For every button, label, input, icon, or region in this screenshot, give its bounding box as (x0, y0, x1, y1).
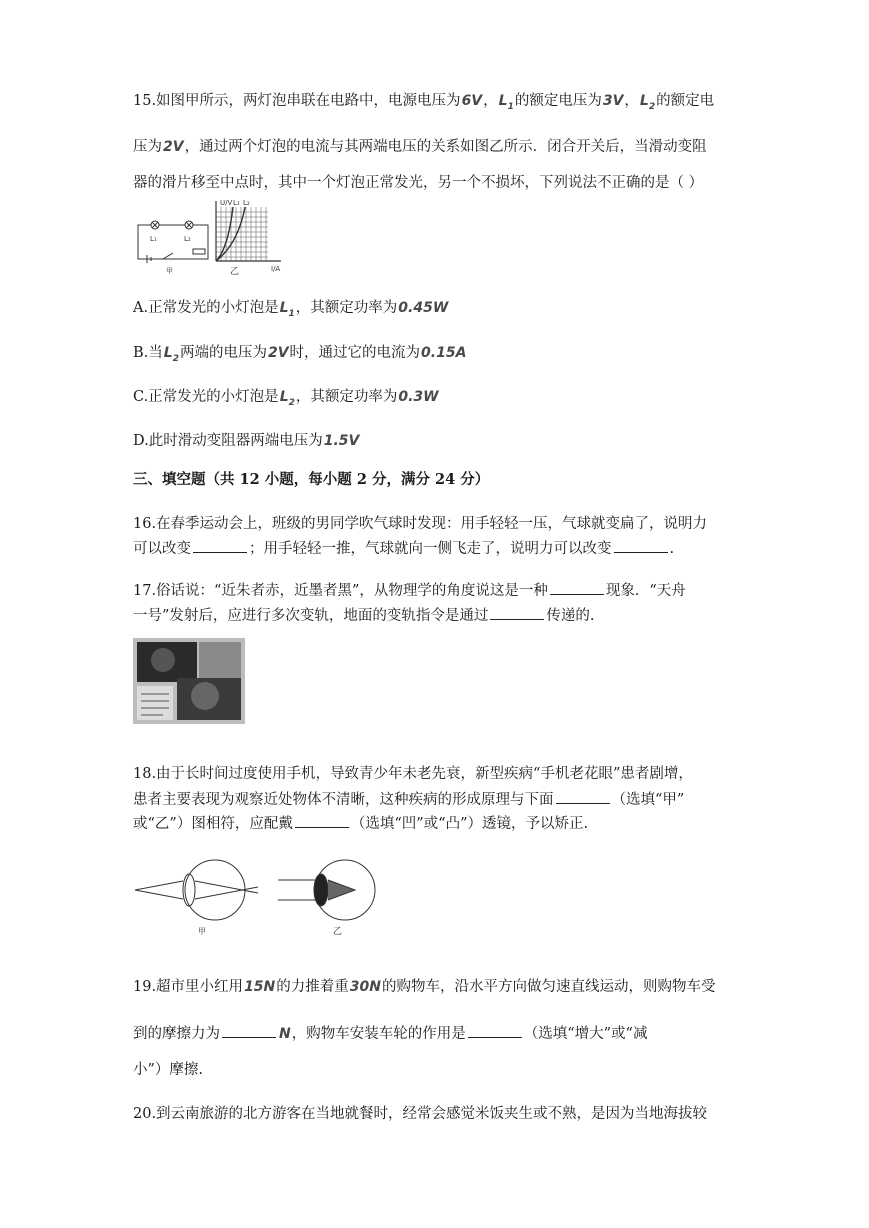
q15-line-2: 压为2V，通过两个灯泡的电流与其两端电压的关系如图乙所示．闭合开关后，当滑动变阻 (133, 139, 707, 155)
section-3-heading: 三、填空题（共 12 小题，每小题 2 分，满分 24 分） (133, 471, 490, 488)
q17-line-1: 17.俗话说：“近朱者赤，近墨者黑”，从物理学的角度说这是一种 现象．“天舟 (133, 580, 686, 601)
answer-blank (468, 1023, 522, 1038)
answer-blank (614, 538, 668, 553)
q15-option-a: A.正常发光的小灯泡是$L_1$，其额定功率为0.45W (133, 300, 449, 319)
answer-blank (193, 538, 247, 553)
svg-text:乙: 乙 (333, 927, 343, 937)
svg-text:甲: 甲 (198, 927, 206, 936)
q16-line-2: 可以改变 ；用手轻轻一推，气球就向一侧飞走了，说明力可以改变 . (133, 538, 674, 559)
svg-text:甲: 甲 (166, 267, 173, 275)
q20-line-1: 20.到云南旅游的北方游客在当地就餐时，经常会感觉米饭夹生或不熟，是因为当地海拔较 (133, 1106, 708, 1122)
svg-text:I/A: I/A (271, 265, 281, 273)
q15-circuit-and-graph-figure (133, 199, 293, 275)
q18-line-3: 或“乙”）图相符，应配戴 （选填“凹”或“凸”）透镜，予以矫正. (133, 813, 588, 834)
q15-line-1: 15.如图甲所示，两灯泡串联在电路中，电源电压为6V，$L_1$的额定电压为3V，$L_2$的额定电 (133, 93, 715, 112)
answer-blank (295, 813, 349, 828)
q15-option-d: D.此时滑动变阻器两端电压为1.5V (133, 433, 360, 449)
svg-text:L₂: L₂ (243, 199, 250, 207)
q15-line-3: 器的滑片移至中点时，其中一个灯泡正常发光，另一个不损坏，下列说法不正确的是（ ） (133, 175, 704, 191)
q17-line-2: 一号”发射后，应进行多次变轨，地面的变轨指令是通过 传递的. (133, 605, 595, 626)
q15-option-c: C.正常发光的小灯泡是$L_2$，其额定功率为0.3W (133, 389, 439, 408)
answer-blank (556, 789, 610, 804)
q18-line-1: 18.由于长时间过度使用手机，导致青少年未老先衰，新型疾病“手机老花眼”患者剧增， (133, 766, 693, 782)
q18-line-2: 患者主要表现为观察近处物体不清晰，这种疾病的形成原理与下面 （选填“甲” (133, 789, 684, 810)
q19-line-1: 19.超市里小红用15N的力推着重30N的购物车，沿水平方向做匀速直线运动，则购物车受 (133, 979, 716, 995)
answer-blank (550, 580, 604, 595)
q15-option-b: B.当$L_2$两端的电压为2V时，通过它的电流为0.15A (133, 345, 467, 364)
q18-eye-diagrams-figure (133, 855, 383, 939)
q17-photo-figure (133, 638, 245, 724)
q19-line-2: 到的摩擦力为 N，购物车安装车轮的作用是 （选填“增大”或“减 (133, 1023, 647, 1044)
svg-text:L₂: L₂ (184, 235, 191, 243)
svg-text:L₁: L₁ (150, 235, 157, 243)
q19-line-3: 小”）摩擦. (133, 1062, 204, 1078)
q16-line-1: 16.在春季运动会上，班级的男同学吹气球时发现：用手轻轻一压，气球就变扁了，说明力 (133, 516, 708, 532)
svg-text:U/V: U/V (220, 199, 233, 207)
svg-text:L₁: L₁ (233, 199, 240, 207)
answer-blank (490, 605, 544, 620)
answer-blank (222, 1023, 276, 1038)
svg-text:乙: 乙 (230, 267, 240, 275)
